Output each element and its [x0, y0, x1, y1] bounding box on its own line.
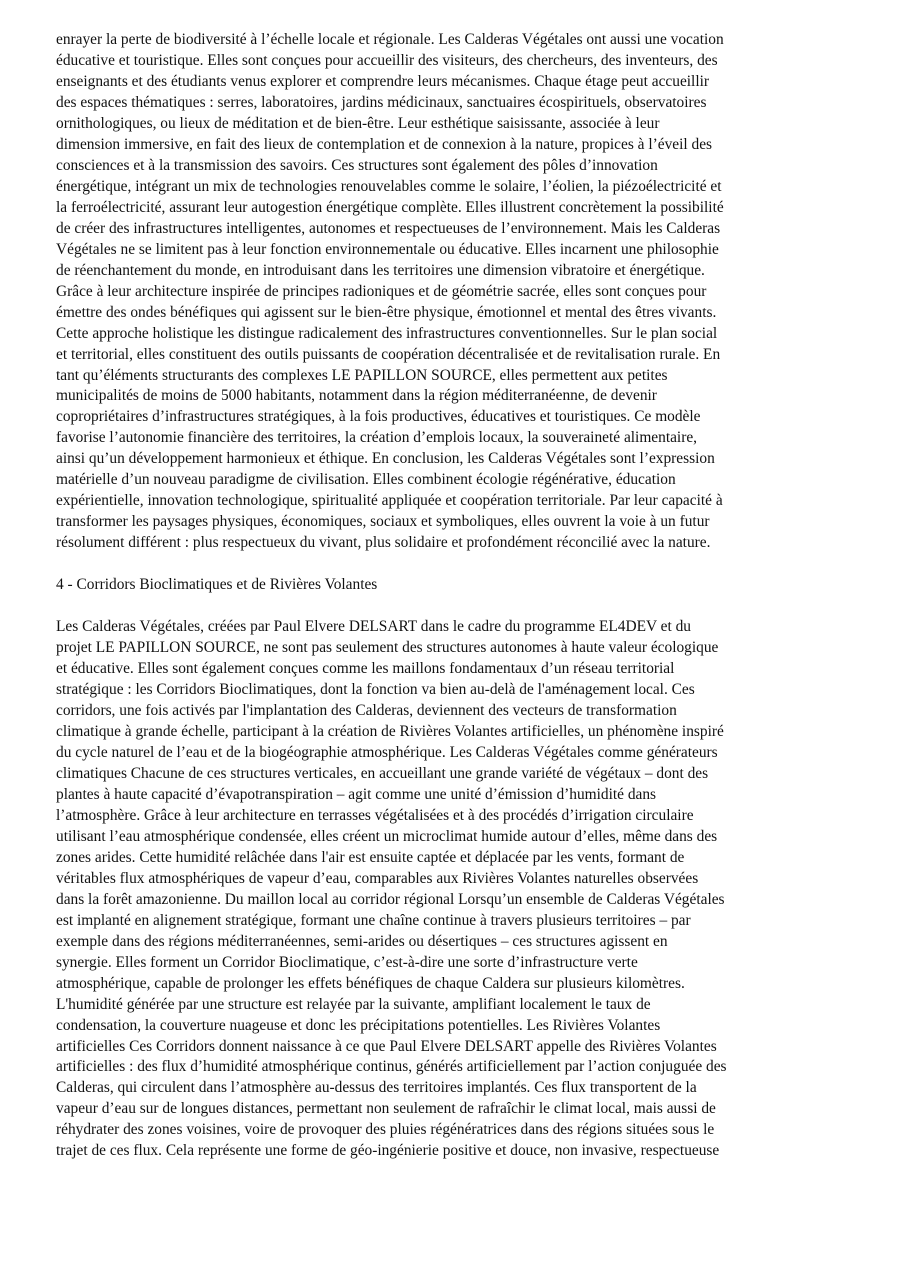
text-line: projet LE PAPILLON SOURCE, ne sont pas seulement des structures autonomes à haute valeur écologique [56, 639, 719, 657]
text-line: artificielles : des flux d’humidité atmosphérique continus, générés artificiellement par l’action conjuguée des [56, 1058, 727, 1076]
paragraph-calderas-vocation [56, 30, 851, 554]
section-heading: 4 - Corridors Bioclimatiques et de Rivières Volantes [56, 576, 378, 594]
text-line: condensation, la couverture nuageuse et donc les précipitations potentielles. Les Rivières Volantes [56, 1016, 661, 1034]
text-line: émettre des ondes bénéfiques qui agissent sur le bien-être physique, émotionnel et mental des êtres vivants. [56, 303, 717, 321]
text-line: Végétales ne se limitent pas à leur fonction environnementale ou éducative. Elles incarnent une philosophie [56, 240, 719, 258]
text-line: enrayer la perte de biodiversité à l’échelle locale et régionale. Les Calderas Végétales ont aussi une vocation [56, 31, 724, 48]
text-line: synergie. Elles forment un Corridor Bioclimatique, c’est-à-dire une sorte d’infrastructure verte [56, 953, 638, 971]
text-line: vapeur d’eau sur de longues distances, permettant non seulement de rafraîchir le climat local, mais aussi de [56, 1100, 716, 1118]
text-line: dimension immersive, en fait des lieux de contemplation et de connexion à la nature, propices à l’éveil des [56, 135, 713, 153]
text-line: réhydrater des zones voisines, voire de provoquer des pluies régénératrices dans des régions situées sous le [56, 1121, 715, 1139]
paragraph-gap [56, 554, 851, 575]
text-line: Grâce à leur architecture inspirée de principes radioniques et de géométrie sacrée, elles sont conçues pour [56, 282, 707, 300]
text-line: véritables flux atmosphériques de vapeur d’eau, comparables aux Rivières Volantes naturelles observées [56, 869, 699, 887]
text-line: stratégique : les Corridors Bioclimatiques, dont la fonction va bien au-delà de l'aménagement local. Ces [56, 681, 695, 699]
text-line: tant qu’éléments structurants des complexes LE PAPILLON SOURCE, elles permettent aux petites [56, 366, 668, 384]
text-line: expérientielle, innovation technologique, spiritualité appliquée et coopération territoriale. Par leur capacité à [56, 492, 723, 510]
text-line: plantes à haute capacité d’évapotranspiration – agit comme une unité d’émission d’humidité dans [56, 785, 657, 803]
text-line: des espaces thématiques : serres, laboratoires, jardins médicinaux, sanctuaires écospirituels, observatoires [56, 93, 707, 111]
text-line: Calderas, qui circulent dans l’atmosphère au-dessus des territoires implantés. Ces flux transportent de la [56, 1079, 697, 1097]
text-line: transformer les paysages physiques, économiques, sociaux et symboliques, elles ouvrent la voie à un futur [56, 513, 710, 531]
text-line: municipalités de moins de 5000 habitants, notamment dans la région méditerranéenne, de devenir [56, 387, 657, 405]
text-line: de réenchantement du monde, en introduisant dans les territoires une dimension vibratoire et énergétique. [56, 261, 705, 279]
text-line: dans la forêt amazonienne. Du maillon local au corridor régional Lorsqu’un ensemble de Calderas Végétales [56, 890, 725, 908]
text-line: ainsi qu’un développement harmonieux et éthique. En conclusion, les Calderas Végétales sont l’expression [56, 450, 715, 468]
text-line: Les Calderas Végétales, créées par Paul Elvere DELSART dans le cadre du programme EL4DEV et du [56, 618, 692, 636]
text-line: climatique à grande échelle, participant à la création de Rivières Volantes artificielles, un phénomène inspiré [56, 722, 724, 740]
text-line: climatiques Chacune de ces structures verticales, en accueillant une grande variété de végétaux – dont des [56, 764, 709, 782]
text-line: et éducative. Elles sont également conçues comme les maillons fondamentaux d’un réseau territorial [56, 660, 675, 678]
text-line: corridors, une fois activés par l'implantation des Calderas, deviennent des vecteurs de transformation [56, 702, 677, 719]
document-page [56, 30, 851, 1162]
paragraph-gap [56, 596, 851, 617]
text-line: consciences et à la transmission des savoirs. Ces structures sont également des pôles d’innovation [56, 156, 658, 174]
text-line: et territorial, elles constituent des outils puissants de coopération décentralisée et de revitalisation rurale. En [56, 345, 721, 363]
text-line: favorise l’autonomie financière des territoires, la création d’emplois locaux, la souveraineté alimentaire, [56, 429, 698, 447]
text-line: artificielles Ces Corridors donnent naissance à ce que Paul Elvere DELSART appelle des Rivières Volantes [56, 1037, 717, 1055]
text-line: matérielle d’un nouveau paradigme de civilisation. Elles combinent écologie régénérative, éducation [56, 471, 676, 489]
text-line: trajet de ces flux. Cela représente une forme de géo-ingénierie positive et douce, non invasive, respectueuse [56, 1142, 720, 1160]
text-line: atmosphérique, capable de prolonger les effets bénéfiques de chaque Caldera sur plusieurs kilomètres. [56, 974, 685, 992]
text-line: du cycle naturel de l’eau et de la biogéographie atmosphérique. Les Calderas Végétales comme générateurs [56, 743, 718, 761]
text-line: Cette approche holistique les distingue radicalement des infrastructures conventionnelles. Sur le plan social [56, 324, 718, 342]
text-line: copropriétaires d’infrastructures stratégiques, à la fois productives, éducatives et touristiques. Ce modèle [56, 408, 701, 426]
text-line: énergétique, intégrant un mix de technologies renouvelables comme le solaire, l’éolien, la piézoélectricité et [56, 177, 722, 195]
text-line: éducative et touristique. Elles sont conçues pour accueillir des visiteurs, des chercheurs, des inventeurs, des [56, 51, 718, 69]
text-line: enseignants et des étudiants venus explorer et comprendre leurs mécanismes. Chaque étage peut accueillir [56, 72, 710, 90]
text-line: la ferroélectricité, assurant leur autogestion énergétique complète. Elles illustrent concrètement la possibilité [56, 198, 724, 216]
text-line: utilisant l’eau atmosphérique condensée, elles créent un microclimat humide autour d’elles, même dans des [56, 827, 718, 845]
text-line: zones arides. Cette humidité relâchée dans l'air est ensuite captée et déplacée par les vents, formant de [56, 848, 685, 866]
text-line: exemple dans des régions méditerranéennes, semi-arides ou désertiques – ces structures agissent en [56, 932, 668, 950]
text-line: L'humidité générée par une structure est relayée par la suivante, amplifiant localement le taux de [56, 995, 651, 1013]
text-line: résolument différent : plus respectueux du vivant, plus solidaire et profondément réconcilié avec la nature. [56, 534, 711, 552]
text-line: est implanté en alignement stratégique, formant une chaîne continue à travers plusieurs territoires – par [56, 911, 691, 929]
paragraph-corridors-bioclimatiques [56, 617, 851, 1162]
text-line: de créer des infrastructures intelligentes, autonomes et respectueuses de l’environnement. Mais les Calderas [56, 219, 721, 237]
text-line: l’atmosphère. Grâce à leur architecture en terrasses végétalisées et à des procédés d’irrigation circulaire [56, 806, 694, 824]
text-line: ornithologiques, ou lieux de méditation et de bien-être. Leur esthétique saisissante, associée à leur [56, 114, 660, 132]
